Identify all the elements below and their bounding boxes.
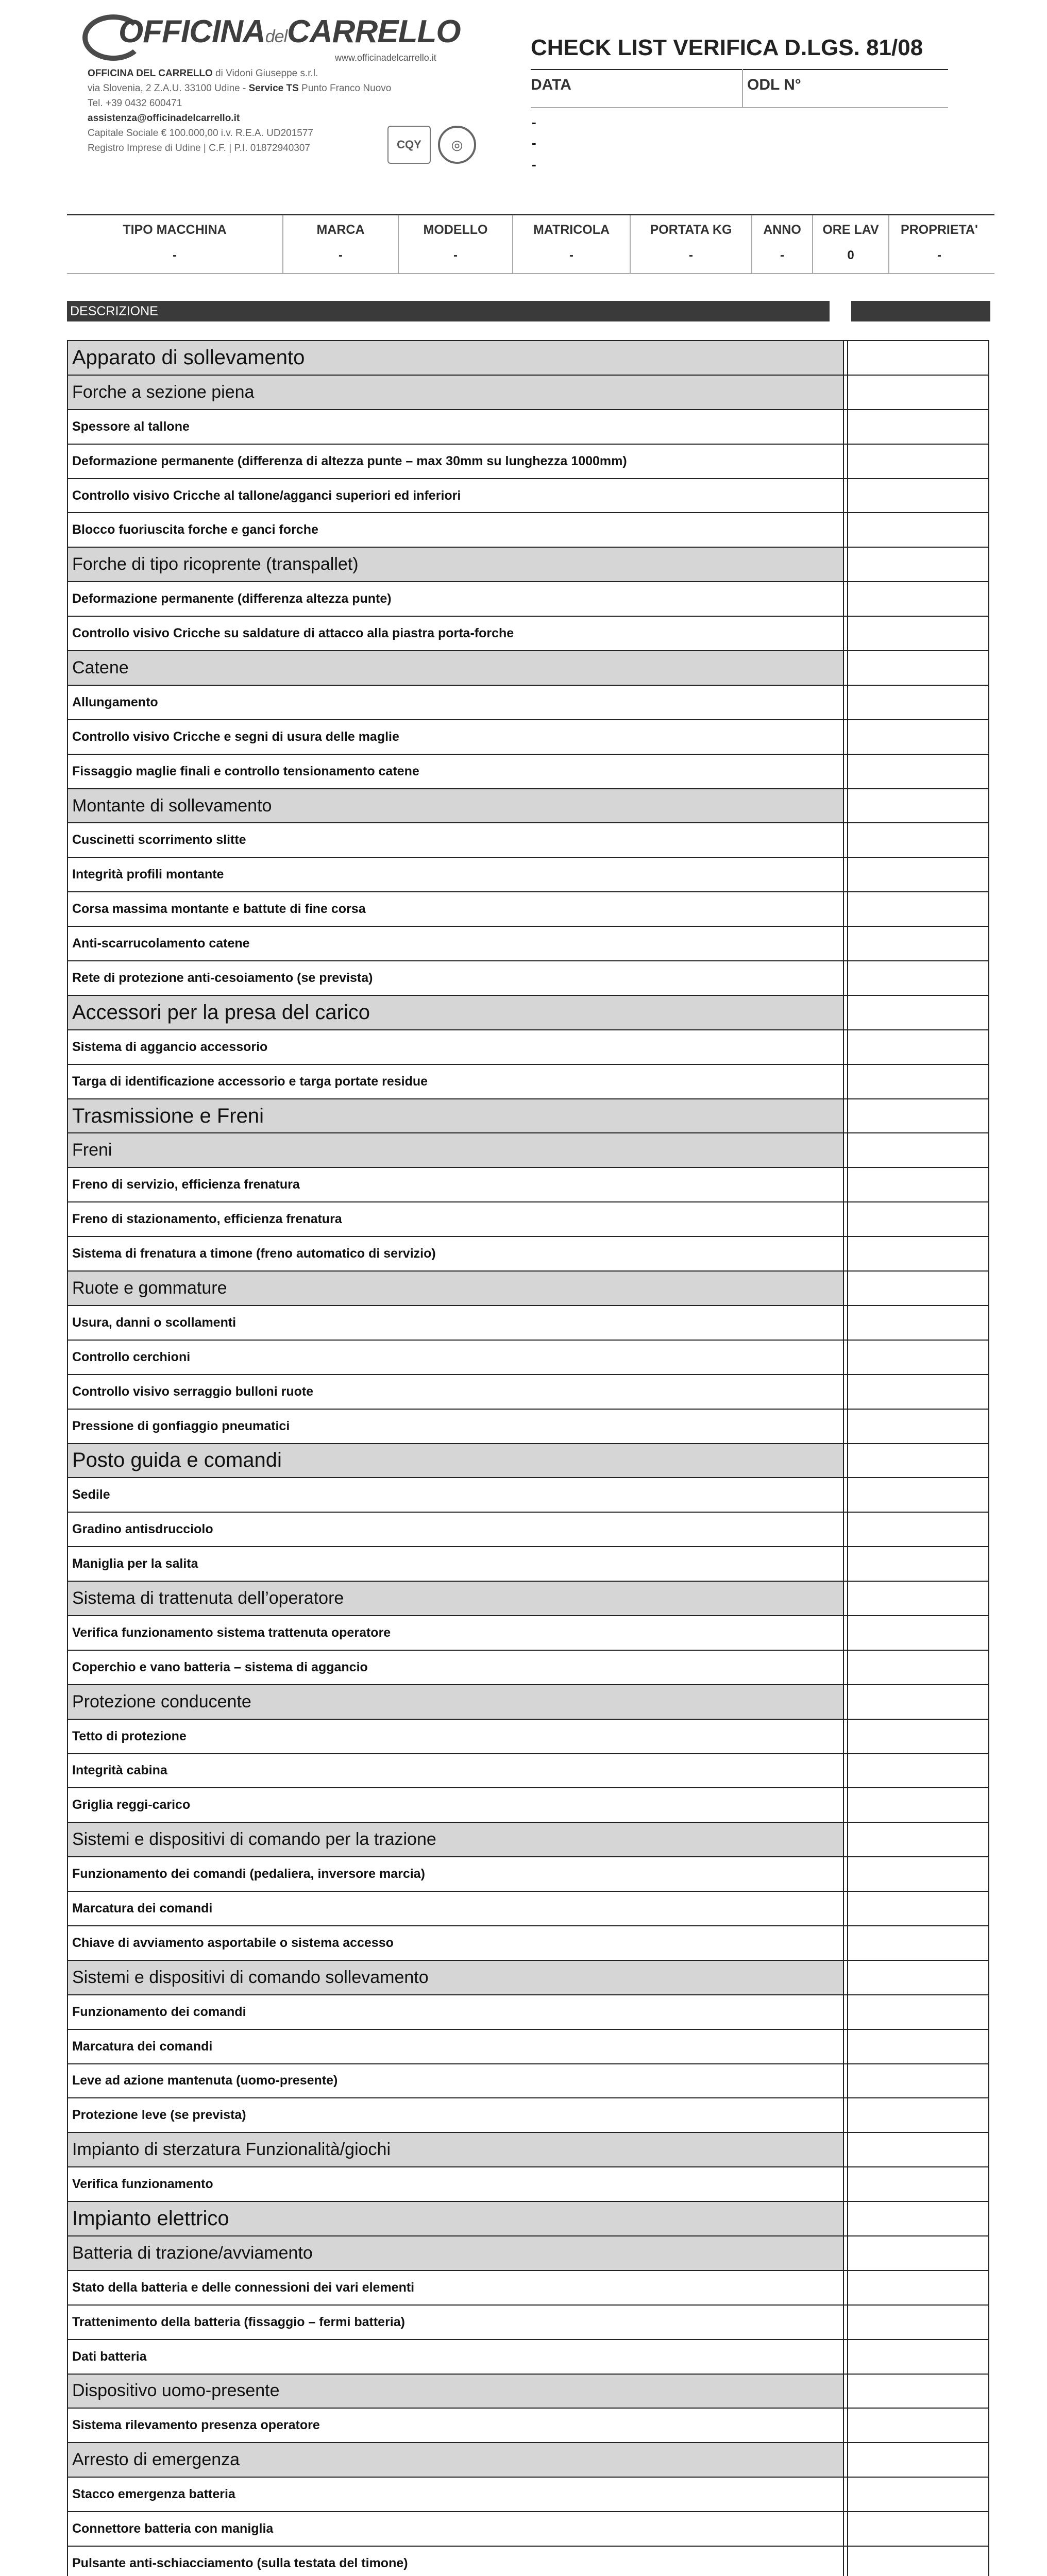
- checklist-item-row: [67, 1513, 989, 1547]
- checklist-item-label: Fissaggio maglie finali e controllo tensionamento catene: [67, 755, 844, 788]
- company-phone: Tel. +39 0432 600471: [88, 98, 182, 109]
- checklist-item-label: Funzionamento dei comandi (pedaliera, inversore marcia): [67, 1857, 844, 1891]
- checklist-section-row: [67, 2202, 989, 2236]
- checklist-result-cell[interactable]: [847, 1133, 989, 1167]
- info-header: MATRICOLA: [533, 223, 610, 237]
- checklist-item-row: [67, 1341, 989, 1375]
- checklist-item-label: Funzionamento dei comandi: [67, 1995, 844, 2029]
- info-value: -: [780, 248, 784, 262]
- checklist-section-row: [67, 1099, 989, 1134]
- checklist-item-row: [67, 1857, 989, 1892]
- checklist-result-cell[interactable]: [847, 789, 989, 823]
- info-header: PORTATA KG: [650, 223, 732, 237]
- checklist-item-label: Dati batteria: [67, 2340, 844, 2374]
- info-value: -: [339, 248, 343, 262]
- checklist-item-label: Spessore al tallone: [67, 410, 844, 444]
- checklist-item-row: [67, 823, 989, 858]
- checklist-result-cell[interactable]: [847, 927, 989, 960]
- info-proprieta: [888, 215, 989, 273]
- logo-wordmark: OFFICINAdelCARRELLO: [119, 14, 461, 49]
- checklist-result-cell[interactable]: [847, 686, 989, 719]
- checklist-item-label: Controllo visivo Cricche al tallone/agganci superiori ed inferiori: [67, 479, 844, 513]
- checklist-item-row: [67, 2271, 989, 2306]
- certification-seal-icon: ◎: [438, 126, 476, 164]
- checklist-item-row: [67, 479, 989, 514]
- info-header: PROPRIETA': [901, 223, 978, 237]
- checklist-result-cell[interactable]: [847, 1272, 989, 1305]
- info-value: -: [689, 248, 693, 262]
- checklist-item-label: Gradino antisdrucciolo: [67, 1513, 844, 1546]
- checklist-item-row: [67, 1754, 989, 1789]
- checklist-result-cell[interactable]: [847, 513, 989, 547]
- checklist-result-cell[interactable]: [847, 617, 989, 650]
- checklist-item-label: Griglia reggi-carico: [67, 1788, 844, 1822]
- checklist-item-row: [67, 2340, 989, 2375]
- checklist-section-row: [67, 1444, 989, 1479]
- checklist-item-label: Integrità profili montante: [67, 858, 844, 891]
- checklist-subsection-row: [67, 2133, 989, 2167]
- checklist-item-row: [67, 2478, 989, 2512]
- checklist-item-row: [67, 410, 989, 445]
- info-value: -: [937, 248, 941, 262]
- checklist-result-cell[interactable]: [847, 1582, 989, 1615]
- checklist-item-label: Controllo cerchioni: [67, 1341, 844, 1374]
- checklist-item-row: [67, 1926, 989, 1961]
- checklist-result-cell[interactable]: [847, 1616, 989, 1650]
- header-column-divider: [742, 69, 743, 107]
- checklist-subsection-row: [67, 548, 989, 582]
- checklist-heading-label: Impianto elettrico: [67, 2202, 844, 2235]
- checklist-result-cell[interactable]: [847, 2512, 989, 2546]
- checklist-result-cell[interactable]: [847, 1202, 989, 1236]
- checklist-item-row: [67, 2409, 989, 2443]
- checklist-result-cell[interactable]: [847, 1306, 989, 1340]
- checklist-result-cell[interactable]: [847, 1892, 989, 1925]
- checklist-item-label: Sistema di aggancio accessorio: [67, 1030, 844, 1064]
- checklist-result-cell[interactable]: [847, 2030, 989, 2063]
- checklist-result-cell[interactable]: [847, 858, 989, 891]
- checklist-item-label: Sistema rilevamento presenza operatore: [67, 2409, 844, 2442]
- description-header: DESCRIZIONE: [67, 301, 830, 321]
- checklist-item-row: [67, 1065, 989, 1099]
- checklist-result-cell[interactable]: [847, 1237, 989, 1270]
- header-divider: [531, 69, 948, 70]
- logo-url: www.officinadelcarrello.it: [335, 53, 436, 63]
- checklist-result-cell[interactable]: [847, 2133, 989, 2166]
- checklist-subsection-row: [67, 2236, 989, 2271]
- checklist-result-cell[interactable]: [847, 2547, 989, 2576]
- checklist-heading-label: Forche di tipo ricoprente (transpallet): [67, 548, 844, 581]
- checklist-item-row: [67, 1651, 989, 1685]
- checklist-item-row: [67, 1306, 989, 1341]
- checklist-item-label: Integrità cabina: [67, 1754, 844, 1788]
- checklist-result-cell[interactable]: [847, 445, 989, 478]
- checklist-result-cell[interactable]: [847, 2478, 989, 2511]
- checklist-result-cell[interactable]: [847, 1547, 989, 1581]
- checklist-item-label: Controllo visivo Cricche su saldature di attacco alla piastra porta-forche: [67, 617, 844, 650]
- checklist-result-cell[interactable]: [847, 720, 989, 754]
- checklist-heading-label: Catene: [67, 651, 844, 685]
- checklist-result-cell[interactable]: [847, 2271, 989, 2304]
- document-title: CHECK LIST VERIFICA D.LGS. 81/08: [531, 35, 923, 60]
- checklist-item-row: [67, 513, 989, 548]
- company-register: Registro Imprese di Udine | C.F. | P.I. 01872940307: [88, 143, 310, 154]
- checklist-item-label: Verifica funzionamento sistema trattenuta operatore: [67, 1616, 844, 1650]
- checklist-result-cell[interactable]: [847, 823, 989, 857]
- checklist-subsection-row: [67, 1582, 989, 1616]
- checklist-result-cell[interactable]: [847, 961, 989, 995]
- checklist-result-cell[interactable]: [847, 1926, 989, 1960]
- checklist-section-row: [67, 341, 989, 376]
- checklist-heading-label: Forche a sezione piena: [67, 376, 844, 409]
- checklist-result-cell[interactable]: [847, 410, 989, 444]
- company-owner: di Vidoni Giuseppe s.r.l.: [212, 68, 318, 79]
- checklist-table: [67, 340, 989, 2576]
- checklist-item-row: [67, 2167, 989, 2202]
- checklist-item-label: Controllo visivo serraggio bulloni ruote: [67, 1375, 844, 1409]
- checklist-item-row: [67, 1410, 989, 1444]
- checklist-result-cell[interactable]: [847, 1410, 989, 1443]
- checklist-item-label: Pressione di gonfiaggio pneumatici: [67, 1410, 844, 1443]
- checklist-item-row: [67, 858, 989, 892]
- checklist-item-row: [67, 1892, 989, 1926]
- checklist-result-cell[interactable]: [847, 755, 989, 788]
- checklist-heading-label: Apparato di sollevamento: [67, 341, 844, 375]
- checklist-item-row: [67, 1375, 989, 1410]
- checklist-subsection-row: [67, 1823, 989, 1857]
- checklist-item-label: Rete di protezione anti-cesoiamento (se prevista): [67, 961, 844, 995]
- checklist-subsection-row: [67, 1961, 989, 1995]
- data-field-label: DATA: [531, 76, 571, 93]
- checklist-result-cell[interactable]: [847, 1720, 989, 1753]
- checklist-item-label: Blocco fuoriuscita forche e ganci forche: [67, 513, 844, 547]
- header-value-1: -: [532, 114, 536, 130]
- certification-badge-icon: CQY: [387, 126, 431, 164]
- info-marca: [282, 215, 398, 273]
- checklist-item-row: [67, 1030, 989, 1065]
- checklist-result-cell[interactable]: [847, 341, 989, 375]
- header-divider-bottom: [531, 107, 948, 108]
- checklist-item-label: Cuscinetti scorrimento slitte: [67, 823, 844, 857]
- checklist-result-cell[interactable]: [847, 548, 989, 581]
- checklist-item-label: Freno di servizio, efficienza frenatura: [67, 1168, 844, 1201]
- checklist-heading-label: Protezione conducente: [67, 1685, 844, 1719]
- checklist-item-label: Marcatura dei comandi: [67, 1892, 844, 1925]
- checklist-item-row: [67, 1616, 989, 1651]
- checklist-item-label: Maniglia per la salita: [67, 1547, 844, 1581]
- info-matricola: [512, 215, 630, 273]
- checklist-result-cell[interactable]: [847, 1513, 989, 1546]
- checklist-item-label: Connettore batteria con maniglia: [67, 2512, 844, 2546]
- info-header: MODELLO: [423, 223, 488, 237]
- checklist-result-cell[interactable]: [847, 1857, 989, 1891]
- checklist-item-row: [67, 1720, 989, 1754]
- checklist-result-cell[interactable]: [847, 1341, 989, 1374]
- checklist-result-cell[interactable]: [847, 1788, 989, 1822]
- checklist-item-label: Allungamento: [67, 686, 844, 719]
- checklist-heading-label: Sistema di trattenuta dell’operatore: [67, 1582, 844, 1615]
- checklist-result-cell[interactable]: [847, 376, 989, 409]
- info-tipo-macchina: [67, 215, 282, 273]
- checklist-item-row: [67, 2512, 989, 2547]
- info-portata: [630, 215, 751, 273]
- checklist-item-row: [67, 961, 989, 996]
- checklist-heading-label: Batteria di trazione/avviamento: [67, 2236, 844, 2270]
- odl-field-label: ODL N°: [747, 76, 801, 93]
- checklist-heading-label: Sistemi e dispositivi di comando per la trazione: [67, 1823, 844, 1856]
- checklist-subsection-row: [67, 789, 989, 824]
- company-logo: [82, 9, 484, 61]
- checklist-item-row: [67, 1547, 989, 1582]
- checklist-heading-label: Sistemi e dispositivi di comando sollevamento: [67, 1961, 844, 1994]
- checklist-item-row: [67, 582, 989, 617]
- checklist-item-row: [67, 892, 989, 927]
- checklist-result-cell[interactable]: [847, 1444, 989, 1478]
- checklist-item-label: Deformazione permanente (differenza altezza punte): [67, 582, 844, 616]
- checklist-item-label: Deformazione permanente (differenza di altezza punte – max 30mm su lunghezza 1000mm): [67, 445, 844, 478]
- checklist-item-row: [67, 617, 989, 651]
- checklist-result-cell[interactable]: [847, 2375, 989, 2408]
- checklist-item-row: [67, 1995, 989, 2030]
- checklist-result-cell[interactable]: [847, 2340, 989, 2374]
- checklist-subsection-row: [67, 376, 989, 410]
- checklist-item-label: Corsa massima montante e battute di fine corsa: [67, 892, 844, 926]
- checklist-item-label: Pulsante anti-schiacciamento (sulla testata del timone): [67, 2547, 844, 2576]
- checklist-item-row: [67, 927, 989, 961]
- checklist-item-row: [67, 2098, 989, 2133]
- checklist-result-cell[interactable]: [847, 1030, 989, 1064]
- checklist-result-cell[interactable]: [847, 2098, 989, 2132]
- checklist-item-label: Anti-scarrucolamento catene: [67, 927, 844, 960]
- checklist-result-cell[interactable]: [847, 1995, 989, 2029]
- checklist-result-cell[interactable]: [847, 2064, 989, 2098]
- checklist-item-row: [67, 720, 989, 755]
- info-ore-lav: [812, 215, 888, 273]
- checklist-item-label: Freno di stazionamento, efficienza frenatura: [67, 1202, 844, 1236]
- checklist-result-cell[interactable]: [847, 2202, 989, 2235]
- checklist-item-row: [67, 1168, 989, 1202]
- checklist-item-row: [67, 2064, 989, 2099]
- checklist-item-label: Stato della batteria e delle connessioni dei vari elementi: [67, 2271, 844, 2304]
- company-name: OFFICINA DEL CARRELLO: [88, 68, 213, 79]
- checklist-heading-label: Accessori per la presa del carico: [67, 996, 844, 1029]
- checklist-subsection-row: [67, 2375, 989, 2409]
- checklist-subsection-row: [67, 651, 989, 686]
- checklist-subsection-row: [67, 1685, 989, 1720]
- checklist-item-row: [67, 686, 989, 720]
- checklist-item-row: [67, 2030, 989, 2064]
- checklist-item-label: Chiave di avviamento asportabile o sistema accesso: [67, 1926, 844, 1960]
- checklist-item-row: [67, 1237, 989, 1272]
- checklist-subsection-row: [67, 1272, 989, 1306]
- checklist-result-cell[interactable]: [847, 1961, 989, 1994]
- checklist-result-cell[interactable]: [847, 1065, 989, 1098]
- checklist-item-label: Trattenimento della batteria (fissaggio – fermi batteria): [67, 2306, 844, 2339]
- checklist-result-cell[interactable]: [847, 1823, 989, 1856]
- checklist-item-label: Sistema di frenatura a timone (freno automatico di servizio): [67, 1237, 844, 1270]
- checklist-heading-label: Posto guida e comandi: [67, 1444, 844, 1478]
- info-header: MARCA: [316, 223, 365, 237]
- company-capital: Capitale Sociale € 100.000,00 i.v. R.E.A. UD201577: [88, 128, 313, 139]
- checklist-item-row: [67, 1478, 989, 1513]
- info-value: -: [453, 248, 458, 262]
- info-header: ANNO: [763, 223, 801, 237]
- info-modello: [398, 215, 512, 273]
- checklist-result-cell[interactable]: [847, 1685, 989, 1719]
- info-table-bottom-border: [67, 273, 994, 274]
- checklist-item-row: [67, 755, 989, 789]
- checklist-result-cell[interactable]: [847, 2443, 989, 2477]
- checklist-item-label: Verifica funzionamento: [67, 2167, 844, 2201]
- checklist-item-row: [67, 445, 989, 479]
- checklist-heading-label: Arresto di emergenza: [67, 2443, 844, 2477]
- checklist-result-cell[interactable]: [847, 996, 989, 1029]
- checklist-item-label: Coperchio e vano batteria – sistema di aggancio: [67, 1651, 844, 1684]
- info-value: -: [569, 248, 573, 262]
- checklist-item-row: [67, 1788, 989, 1823]
- info-anno: [751, 215, 812, 273]
- checklist-result-cell[interactable]: [847, 1168, 989, 1201]
- checklist-heading-label: Montante di sollevamento: [67, 789, 844, 823]
- checklist-subsection-row: [67, 2443, 989, 2478]
- checklist-item-row: [67, 1202, 989, 1237]
- checklist-result-cell[interactable]: [847, 2306, 989, 2339]
- checklist-heading-label: Impianto di sterzatura Funzionalità/giochi: [67, 2133, 844, 2166]
- checklist-result-cell[interactable]: [847, 892, 989, 926]
- checklist-heading-label: Trasmissione e Freni: [67, 1099, 844, 1133]
- header-value-3: -: [532, 157, 536, 172]
- checklist-item-label: Leve ad azione mantenuta (uomo-presente): [67, 2064, 844, 2098]
- info-header: ORE LAV: [822, 223, 879, 237]
- checklist-item-row: [67, 2547, 989, 2576]
- checklist-item-label: Controllo visivo Cricche e segni di usura delle maglie: [67, 720, 844, 754]
- check-column-header: [851, 301, 990, 321]
- checklist-heading-label: Freni: [67, 1133, 844, 1167]
- checklist-result-cell[interactable]: [847, 2409, 989, 2442]
- checklist-result-cell[interactable]: [847, 651, 989, 685]
- company-name-line: [88, 66, 479, 81]
- checklist-result-cell[interactable]: [847, 2167, 989, 2201]
- company-address: via Slovenia, 2 Z.A.U. 33100 Udine - Service TS Punto Franco Nuovo: [88, 83, 392, 94]
- info-value: -: [173, 248, 177, 262]
- header-value-2: -: [532, 135, 536, 150]
- info-value: 0: [847, 248, 854, 262]
- checklist-item-row: [67, 2306, 989, 2340]
- checklist-result-cell[interactable]: [847, 1651, 989, 1684]
- checklist-result-cell[interactable]: [847, 582, 989, 616]
- checklist-result-cell[interactable]: [847, 1754, 989, 1788]
- company-email[interactable]: assistenza@officinadelcarrello.it: [88, 113, 240, 124]
- checklist-result-cell[interactable]: [847, 2236, 989, 2270]
- checklist-result-cell[interactable]: [847, 479, 989, 513]
- checklist-item-label: Targa di identificazione accessorio e targa portate residue: [67, 1065, 844, 1098]
- checklist-item-label: Usura, danni o scollamenti: [67, 1306, 844, 1340]
- checklist-heading-label: Ruote e gommature: [67, 1272, 844, 1305]
- checklist-item-label: Marcatura dei comandi: [67, 2030, 844, 2063]
- checklist-result-cell[interactable]: [847, 1478, 989, 1512]
- checklist-section-row: [67, 996, 989, 1030]
- checklist-item-label: Tetto di protezione: [67, 1720, 844, 1753]
- checklist-item-label: Sedile: [67, 1478, 844, 1512]
- checklist-item-label: Protezione leve (se prevista): [67, 2098, 844, 2132]
- checklist-heading-label: Dispositivo uomo-presente: [67, 2375, 844, 2408]
- checklist-result-cell[interactable]: [847, 1099, 989, 1133]
- checklist-subsection-row: [67, 1133, 989, 1168]
- info-header: TIPO MACCHINA: [123, 223, 227, 237]
- checklist-result-cell[interactable]: [847, 1375, 989, 1409]
- checklist-item-label: Stacco emergenza batteria: [67, 2478, 844, 2511]
